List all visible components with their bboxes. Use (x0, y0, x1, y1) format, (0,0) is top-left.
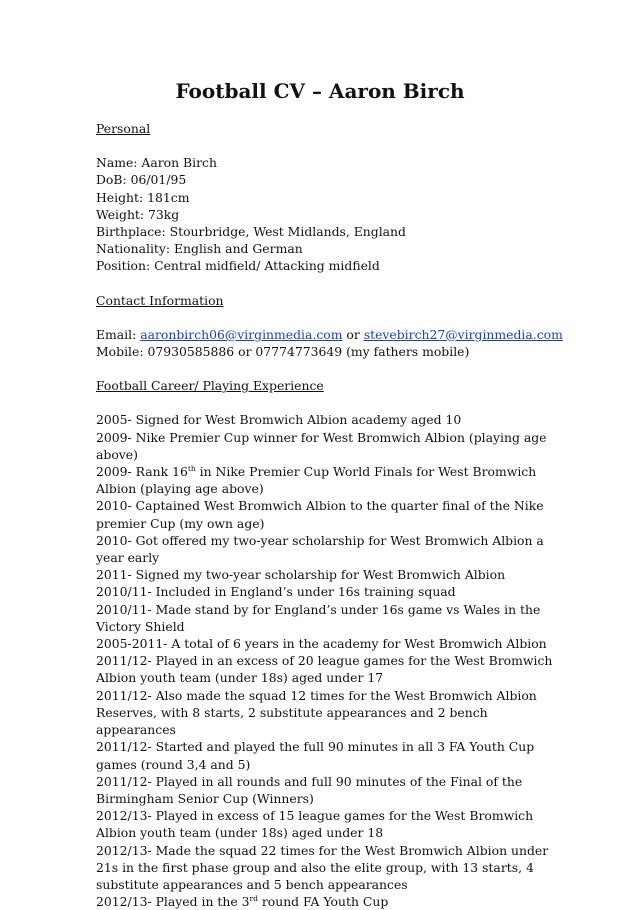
career-entry: 2011/12- Played in all rounds and full 90 minutes of the Final of the Birmingham Senior Cup (Winners) (96, 773, 523, 806)
personal-position: Position: Central midfield/ Attacking midfield (96, 258, 380, 274)
personal-details (96, 154, 556, 274)
personal-height: Height: 181cm (96, 189, 190, 205)
career-entry-text: 2012/13- Played in the 3 (96, 894, 250, 910)
page-title: Football CV – Aaron Birch (175, 79, 465, 103)
contact-mobile: Mobile: 07930585886 or 07774773649 (my fathers mobile) (96, 344, 470, 360)
career-entry: 2005- Signed for West Bromwich Albion academy aged 10 (96, 412, 462, 428)
personal-birthplace: Birthplace: Stourbridge, West Midlands, England (96, 224, 406, 240)
cv-page (96, 76, 563, 910)
contact-email-line (96, 326, 563, 343)
career-entry-text: in Nike Premier Cup World Finals for West Bromwich Albion (playing age above) (96, 464, 537, 497)
personal-dob: DoB: 06/01/95 (96, 172, 187, 188)
personal-weight: Weight: 73kg (96, 206, 180, 222)
career-entry: 2012/13- Made the squad 22 times for the West Bromwich Albion under 21s in the first phase group and also the elite group, with 13 starts, 4 substitute appearances and 5 bench appearances (96, 842, 549, 892)
career-entry: 2011/12- Started and played the full 90 minutes in all 3 FA Youth Cup games (round 3,4 and 5) (96, 739, 535, 772)
ordinal-suffix: rd (249, 894, 258, 904)
career-list (96, 411, 556, 910)
career-entry: 2012/13- Played in excess of 15 league games for the West Bromwich Albion youth team (under 18s) aged under 18 (96, 808, 534, 841)
career-entry: 2011/12- Played in an excess of 20 league games for the West Bromwich Albion youth team (under 18s) aged under 17 (96, 653, 553, 686)
ordinal-suffix: th (187, 464, 196, 474)
career-entry: 2010/11- Included in England’s under 16s training squad (96, 584, 456, 600)
contact-details (96, 326, 563, 360)
career-entry: 2011/12- Also made the squad 12 times for the West Bromwich Albion Reserves, with 8 starts, 2 substitute appearances and 2 bench appearances (96, 687, 537, 738)
email-separator: or (342, 326, 364, 342)
career-entry-text: 2009- Rank 16 (96, 464, 188, 480)
contact-heading: Contact Information (96, 292, 224, 308)
career-entry: 2010- Captained West Bromwich Albion to the quarter final of the Nike premier Cup (my own age) (96, 498, 544, 531)
career-entry (96, 463, 556, 497)
email-label: Email: (96, 326, 141, 342)
personal-heading: Personal (96, 121, 151, 136)
career-entry-text: round FA Youth Cup (257, 894, 389, 910)
personal-name: Name: Aaron Birch (96, 155, 217, 171)
personal-nationality: Nationality: English and German (96, 241, 303, 257)
career-entry: 2009- Nike Premier Cup winner for West Bromwich Albion (playing age above) (96, 429, 547, 462)
career-entry: 2011- Signed my two-year scholarship for West Bromwich Albion (96, 567, 506, 583)
career-entry: 2010/11- Made stand by for England’s under 16s game vs Wales in the Victory Shield (96, 601, 541, 634)
career-heading: Football Career/ Playing Experience (96, 378, 324, 394)
email-link-steve[interactable]: stevebirch27@virginmedia.com (363, 326, 563, 342)
career-entry: 2010- Got offered my two-year scholarship for West Bromwich Albion a year early (96, 532, 544, 566)
email-link-aaron[interactable]: aaronbirch06@virginmedia.com (140, 326, 343, 342)
career-entry: 2005-2011- A total of 6 years in the academy for West Bromwich Albion (96, 636, 547, 652)
